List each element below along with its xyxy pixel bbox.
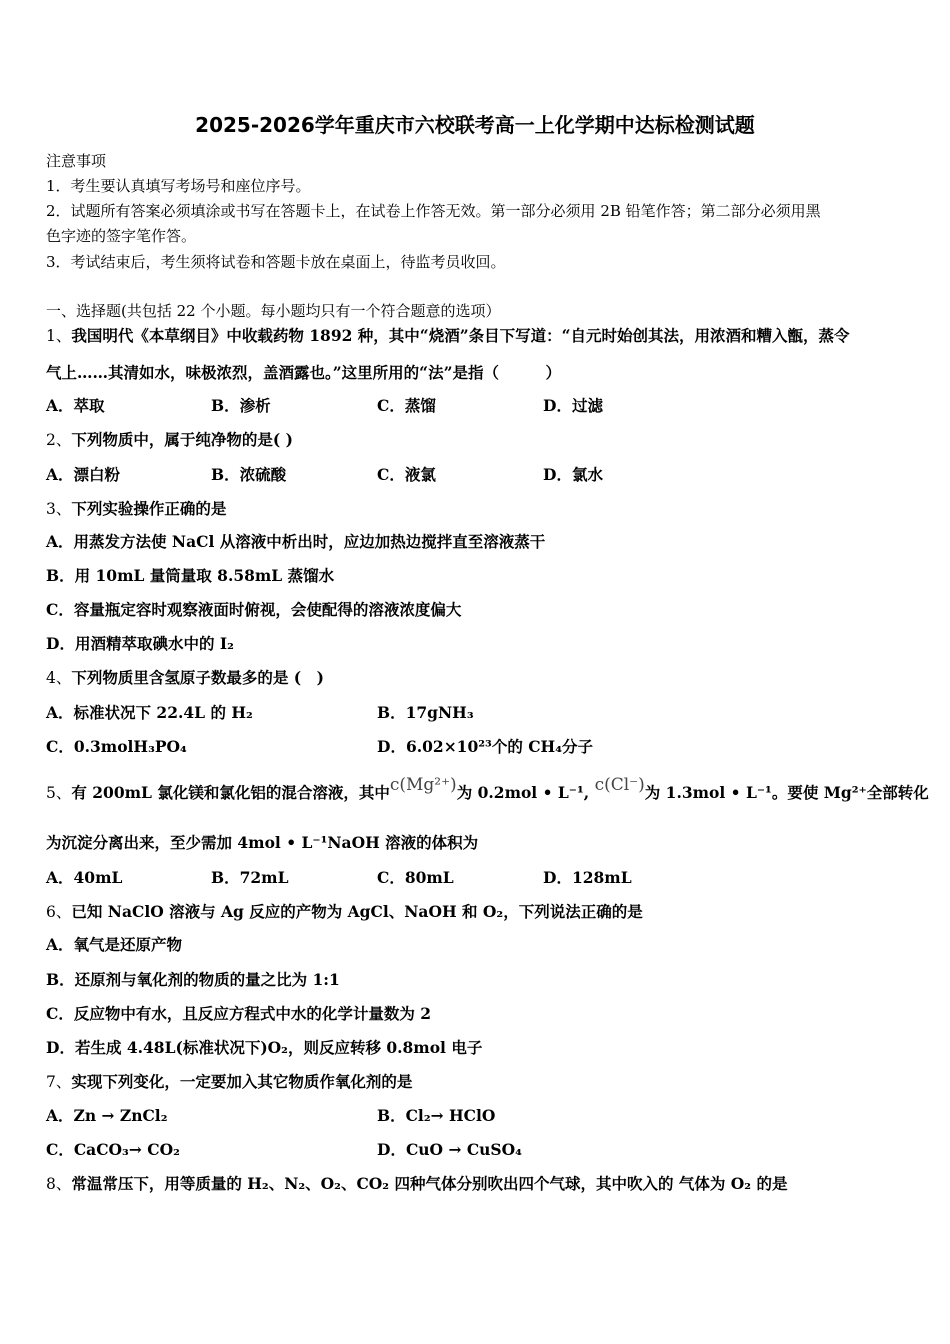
question-text: 为 0.2mol • L⁻¹,: [456, 783, 590, 802]
note-item: 2．试题所有答案必须填涂或书写在答题卡上，在试卷上作答无效。第一部分必须用 2B 铅笔作答；第二部分必须用黑: [46, 202, 821, 220]
formula-c-cl: c(Cl⁻): [594, 775, 645, 795]
question-4: [46, 668, 324, 688]
option: C．反应物中有水，且反应方程式中水的化学计量数为 2: [46, 1004, 432, 1023]
option: C．0.3molH₃PO₄: [46, 737, 187, 756]
question-text: 常温常压下，用等质量的 H₂、N₂、O₂、CO₂ 四种气体分别吹出四个气球，其中吹入的 气体为 O₂ 的是: [71, 1174, 788, 1193]
section-heading: 一、选择题(共包括 22 个小题。每小题均只有一个符合题意的选项）: [46, 302, 501, 320]
question-text: 已知 NaClO 溶液与 Ag 反应的产物为 AgCl、NaOH 和 O₂，下列说法正确的是: [71, 902, 643, 921]
question-text: 下列实验操作正确的是: [71, 499, 227, 518]
question-text: 下列物质中，属于纯净物的是( ): [71, 430, 293, 449]
option: A．Zn → ZnCl₂: [46, 1106, 168, 1125]
question-text: 气上……其清如水，味极浓烈，盖酒露也。”这里所用的“法”是指（ ）: [46, 363, 561, 382]
question-7: [46, 1072, 412, 1092]
question-text: 为沉淀分离出来，至少需加 4mol • L⁻¹NaOH 溶液的体积为: [46, 833, 479, 852]
option: A．用蒸发方法使 NaCl 从溶液中析出时，应边加热边搅拌直至溶液蒸干: [46, 532, 546, 551]
option: C．80mL: [377, 868, 454, 887]
option: C．容量瓶定容时观察液面时俯视，会使配得的溶液浓度偏大: [46, 600, 462, 619]
option: B．72mL: [211, 868, 289, 887]
question-number: 4、: [46, 669, 72, 687]
question-number: 2、: [46, 431, 72, 449]
question-3: [46, 499, 226, 519]
option: B．渗析: [211, 396, 271, 415]
question-text: 我国明代《本草纲目》中收载药物 1892 种，其中“烧酒”条目下写道：“自元时始创其法，用浓酒和糟入甑，蒸令: [71, 326, 850, 345]
option: D．6.02×10²³个的 CH₄分子: [377, 737, 593, 756]
note-item: 色字迹的签字笔作答。: [46, 227, 197, 245]
option: C．蒸馏: [377, 396, 436, 415]
question-number: 3、: [46, 500, 72, 518]
question-8: [46, 1174, 787, 1194]
question-text: 有 200mL 氯化镁和氯化铝的混合溶液，其中: [71, 783, 390, 802]
question-text: 实现下列变化，一定要加入其它物质作氧化剂的是: [71, 1072, 413, 1091]
exam-title: 2025-2026学年重庆市六校联考高一上化学期中达标检测试题: [195, 113, 755, 137]
option: D．CuO → CuSO₄: [377, 1140, 522, 1159]
option: D．氯水: [543, 465, 603, 484]
option: B．浓硫酸: [211, 465, 287, 484]
option: D．128mL: [543, 868, 632, 887]
option: A．40mL: [46, 868, 123, 887]
option: B．还原剂与氧化剂的物质的量之比为 1:1: [46, 970, 340, 989]
option: A．漂白粉: [46, 465, 121, 484]
question-text: 下列物质里含氢原子数最多的是 ( ): [71, 668, 324, 687]
notes-heading: 注意事项: [46, 152, 107, 170]
option: C．CaCO₃→ CO₂: [46, 1140, 180, 1159]
option: A．标准状况下 22.4L 的 H₂: [46, 703, 253, 722]
question-1: [46, 326, 850, 346]
option: A．氧气是还原产物: [46, 935, 183, 954]
option: B．Cl₂→ HClO: [377, 1106, 496, 1125]
question-5: [46, 775, 929, 803]
option: D．过滤: [543, 396, 603, 415]
note-item: 3．考试结束后，考生须将试卷和答题卡放在桌面上，待监考员收回。: [46, 253, 506, 271]
question-number: 6、: [46, 903, 72, 921]
formula-c-mg: c(Mg²⁺): [389, 775, 457, 795]
question-6: [46, 902, 643, 922]
question-text: 为 1.3mol • L⁻¹。要使 Mg²⁺全部转化: [644, 783, 929, 802]
option: A．萃取: [46, 396, 105, 415]
option: B．17gNH₃: [377, 703, 474, 722]
question-number: 1、: [46, 327, 72, 345]
question-number: 5、: [46, 784, 72, 802]
option: D．用酒精萃取碘水中的 I₂: [46, 634, 234, 653]
question-number: 8、: [46, 1175, 72, 1193]
note-item: 1．考生要认真填写考场号和座位序号。: [46, 177, 311, 195]
question-number: 7、: [46, 1073, 72, 1091]
option: B．用 10mL 量筒量取 8.58mL 蒸馏水: [46, 566, 335, 585]
option: D．若生成 4.48L(标准状况下)O₂，则反应转移 0.8mol 电子: [46, 1038, 483, 1057]
option: C．液氯: [377, 465, 436, 484]
question-2: [46, 430, 293, 450]
